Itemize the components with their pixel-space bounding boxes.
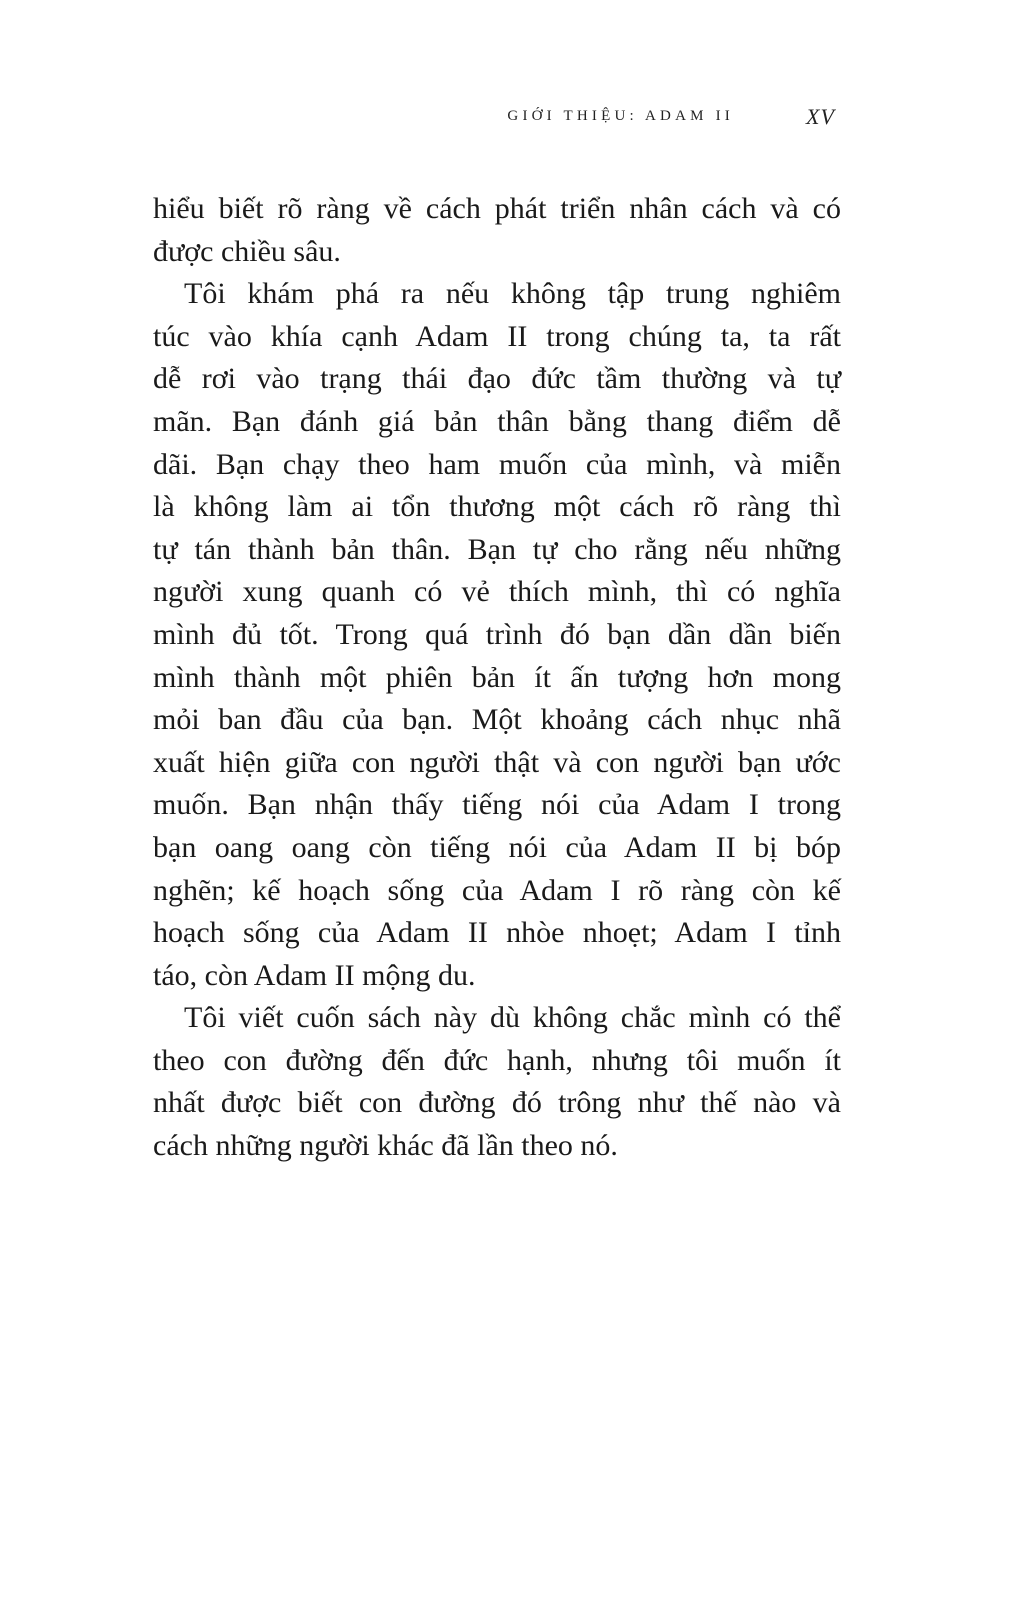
paragraph [153, 997, 841, 1167]
text-line: mỏi ban đầu của bạn. Một khoảng cách nhục nhã [153, 703, 841, 737]
text-line: hiểu biết rõ ràng về cách phát triển nhân cách và có [153, 192, 841, 225]
text-line: xuất hiện giữa con người thật và con người bạn ước [153, 745, 841, 779]
text-line: bạn oang oang còn tiếng nói của Adam II bị bóp [153, 830, 841, 864]
running-header [0, 104, 1024, 134]
text-line: dãi. Bạn chạy theo ham muốn của mình, và miễn [153, 447, 841, 481]
text-line: muốn. Bạn nhận thấy tiếng nói của Adam I trong [153, 788, 841, 822]
body-text [153, 188, 841, 1168]
text-line: Tôi khám phá ra nếu không tập trung nghiêm [184, 277, 841, 311]
text-line: mình đủ tốt. Trong quá trình đó bạn dần dần biến [153, 617, 841, 651]
running-title: GIỚI THIỆU: ADAM II [507, 108, 734, 124]
text-line: mãn. Bạn đánh giá bản thân bằng thang điểm dễ [153, 404, 841, 438]
text-line: táo, còn Adam II mộng du. [153, 958, 476, 992]
text-line: người xung quanh có vẻ thích mình, thì có nghĩa [153, 575, 841, 609]
text-line: nghẽn; kế hoạch sống của Adam I rõ ràng còn kế [153, 873, 841, 907]
text-line: mình thành một phiên bản ít ấn tượng hơn mong [153, 660, 841, 694]
text-line: là không làm ai tổn thương một cách rõ ràng thì [153, 490, 841, 524]
text-line: tự tán thành bản thân. Bạn tự cho rằng nếu những [153, 532, 841, 566]
page-number: XV [806, 104, 835, 129]
paragraph [153, 188, 841, 273]
text-line: nhất được biết con đường đó trông như thế nào và [153, 1086, 841, 1120]
text-line: hoạch sống của Adam II nhòe nhoẹt; Adam I tỉnh [153, 916, 841, 950]
text-line: theo con đường đến đức hạnh, nhưng tôi muốn ít [153, 1043, 841, 1077]
text-line: cách những người khác đã lần theo nó. [153, 1129, 618, 1163]
text-line: Tôi viết cuốn sách này dù không chắc mình có thể [184, 1001, 841, 1035]
text-line: túc vào khía cạnh Adam II trong chúng ta, ta rất [153, 319, 841, 353]
text-line: được chiều sâu. [153, 234, 341, 268]
paragraph [153, 273, 841, 997]
text-line: dễ rơi vào trạng thái đạo đức tầm thường và tự [153, 362, 841, 396]
